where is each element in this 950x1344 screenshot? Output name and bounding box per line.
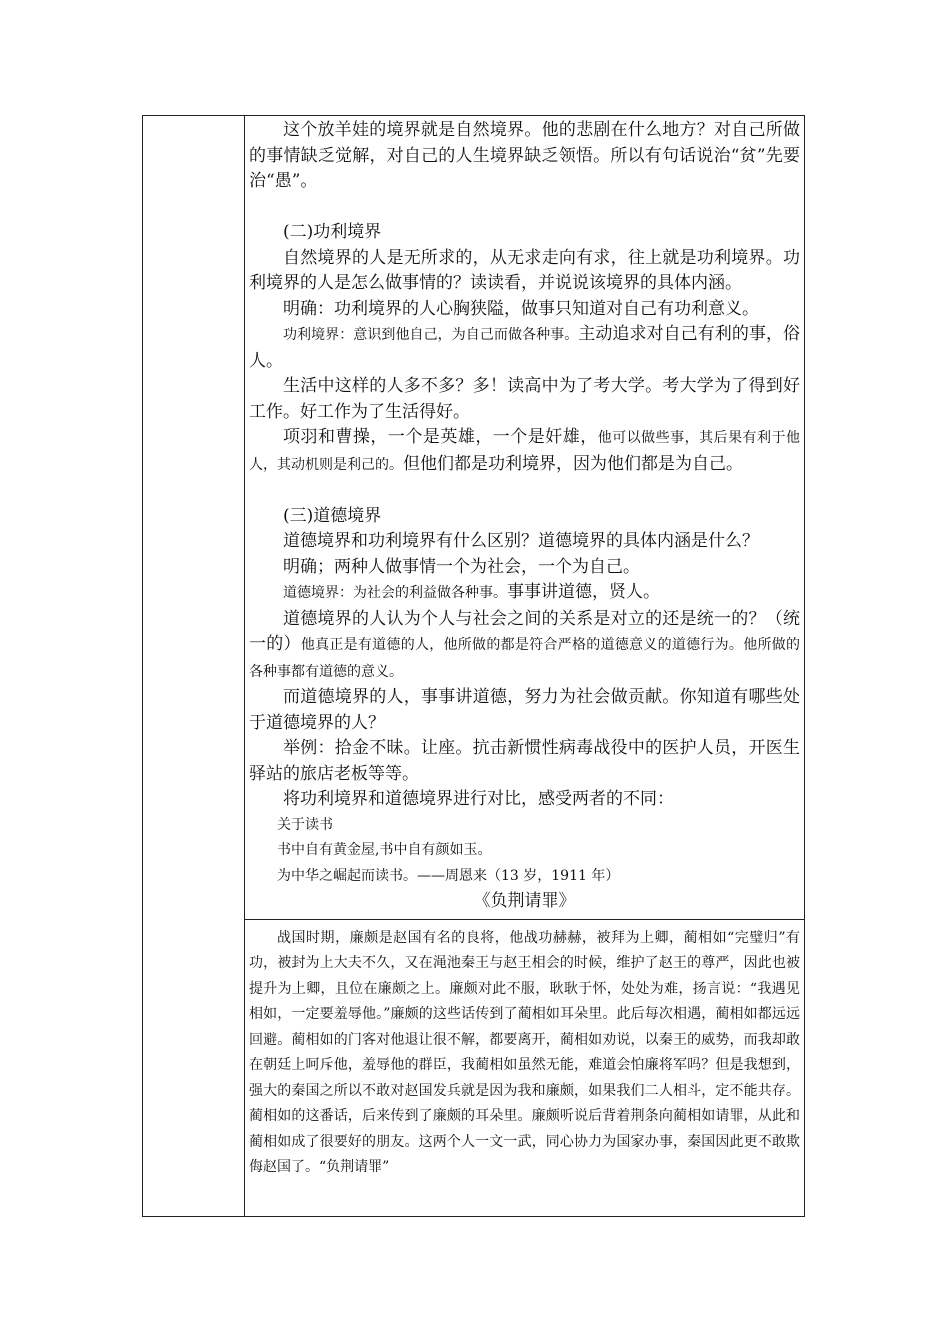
blank-line [249, 195, 800, 221]
section2-heading: (二)功利境界 [283, 222, 382, 242]
section2-paragraph-1: 自然境界的人是无所求的，从无求走向有求，往上就是功利境界。功利境界的人是怎么做事情的？读读看，并说说该境界的具体内涵。 [249, 247, 800, 293]
section2-paragraph-3 [249, 322, 800, 374]
story-title: 《负荆请罪》 [473, 891, 576, 911]
section3-paragraph-6: 举例：拾金不昧。让座。抗击新惯性病毒战役中的医护人员，开医生驿站的旅店老板等等。 [249, 738, 800, 784]
section2-paragraph-4: 生活中这样的人多不多？多！读高中为了考大学。考大学为了得到好工作。好工作为了生活得好。 [249, 376, 800, 422]
section2-paragraph-5 [249, 425, 800, 478]
reading-title: 关于读书 [277, 816, 333, 833]
section3-question: 道德境界的人认为个人与社会之间的关系是对立的还是统一的？（统一的） [249, 608, 800, 654]
section3-note: 他真正是有道德的人，他所做的都是符合严格的道德意义的道德行为。他所做的各种事都有道德的意义。 [249, 637, 800, 680]
section3-paragraph-7: 将功利境界和道德境界进行对比，感受两者的不同： [283, 789, 674, 809]
section3-paragraph-4 [249, 607, 800, 686]
blank-line [249, 478, 800, 504]
section3-paragraph-3 [249, 580, 800, 607]
table-left-column [143, 116, 245, 1216]
table-content-column [245, 116, 804, 1216]
section3-paragraph-1: 道德境界和功利境界有什么区别？道德境界的具体内涵是什么？ [283, 531, 759, 551]
lesson-table [142, 115, 805, 1217]
divider [245, 919, 804, 920]
section3-paragraph-5: 而道德境界的人，事事讲道德，努力为社会做贡献。你知道有哪些处于道德境界的人？ [249, 687, 800, 733]
section2-definition: 功利境界：意识到他自己，为自己而做各种事。 [283, 327, 579, 343]
section2-definition-rest: 主动追求对自己有利的事，俗人。 [249, 324, 801, 371]
section3-heading: (三)道德境界 [283, 505, 382, 526]
section1-paragraph: 这个放羊娃的境界就是自然境界。他的悲剧在什么地方？对自己所做的事情缺乏觉解，对自己的人生境界缺乏领悟。所以有句话说治“贫”先要治“愚”。 [249, 120, 800, 191]
section3-definition: 道德境界：为社会的利益做各种事。 [283, 585, 507, 601]
section2-example-note: 他可以做些事，其后果有利于他人，其动机则是利己的。 [249, 430, 801, 473]
section3-definition-rest: 事事讲道德，贤人。 [507, 582, 660, 602]
section2-paragraph-2: 明确：功利境界的人心胸狭隘，做事只知道对自己有功利意义。 [283, 298, 759, 319]
section2-example-b: 但他们都是功利境界，因为他们都是为自己。 [403, 453, 743, 474]
story-text: 战国时期，廉颇是赵国有名的良将，他战功赫赫，被拜为上卿，蔺相如“完璧归”有功，被封为上大夫不久，又在渑池秦王与赵王相会的时候，维护了赵王的尊严，因此也被提升为上卿，且位在廉颇之上。廉颇对此不服，耿耿于怀，处处为难，扬言说：“我遇见相如，一定要羞辱他。”廉颇的这些话传到了蔺相如耳朵里。此后每次相遇，蔺相如都远远回避。蔺相如的门客对他退让很不解，都要离开，蔺相如劝说，以秦王的威势，而我却敢在朝廷上呵斥他，羞辱他的群臣，我蔺相如虽然无能，难道会怕廉将军吗？但是我想到，强大的秦国之所以不敢对赵国发兵就是因为我和廉颇，如果我们二人相斗，定不能共存。蔺相如的这番话，后来传到了廉颇的耳朵里。廉颇听说后背着荆条向蔺相如请罪，从此和蔺相如成了很要好的朋友。这两个人一文一武，同心协力为国家办事，秦国因此更不敢欺侮赵国了。“负荆请罪” [249, 929, 800, 1175]
reading-line-2: 为中华之崛起而读书。——周恩来（13 岁，1911 年） [277, 867, 620, 884]
reading-line-1: 书中自有黄金屋,书中自有颜如玉。 [277, 842, 492, 858]
section3-paragraph-2: 明确；两种人做事情一个为社会，一个为自己。 [283, 556, 640, 577]
section2-example-a: 项羽和曹操，一个是英雄，一个是奸雄， [283, 427, 598, 447]
